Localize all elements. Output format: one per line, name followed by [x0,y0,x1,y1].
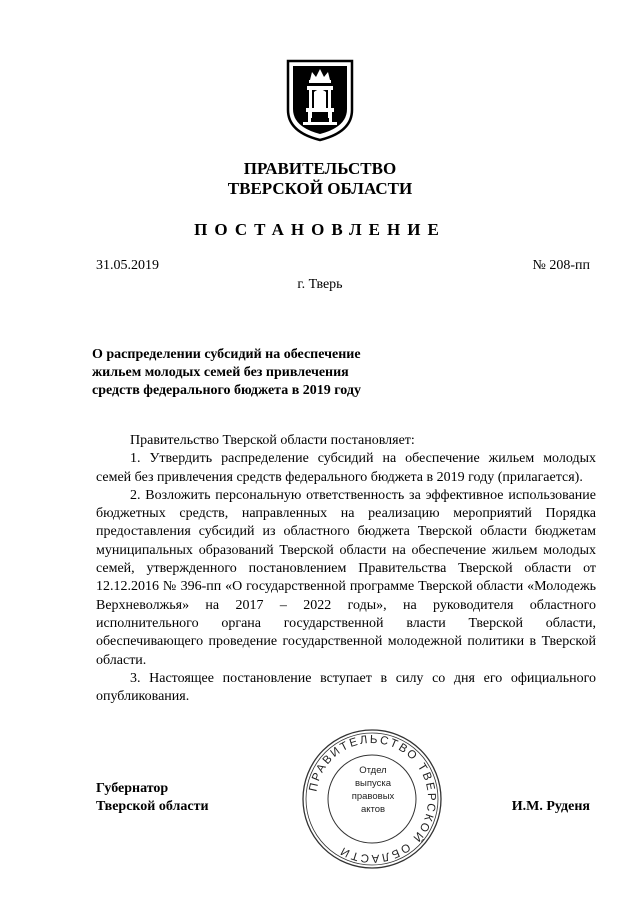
body-item-2: 2. Возложить персональную ответственность за эффективное использование бюджетных средств, направленных на реализацию мероприятий Порядка предоставления субсидий из областного бюджета Тверской области бюджетам муниципальных образований Тверской области на обеспечение жильем молодых семей, утвержденного постановлением Правительства Тверской области от 12.12.2016 № 396-пп «О государственной программе Тверской области «Молодежь Верхневолжья» на 2017 – 2022 годы», на руководителя областного исполнительного органа государственной власти Тверской области, обеспечивающего проведение государственной молодежной политики в Тверской области. [96,487,596,668]
body-intro: Правительство Тверской области постановляет: [130,433,415,448]
seal-center-text [336,764,410,816]
seal-center-line: Отдел [359,765,387,776]
signatory-title-line: Тверской области [96,799,209,814]
document-number: № 208-пп [532,258,590,273]
document-body [96,432,596,706]
signatory-title-line: Губернатор [96,781,169,796]
seal-center-line: выпуска [354,778,392,789]
document-subject [92,346,422,400]
subject-line: средств федерального бюджета в 2019 году [92,383,361,398]
seal-ring-text: ПРАВИТЕЛЬСТВО ТВЕРСКОЙ ОБЛАСТИ [307,733,438,865]
document-city: г. Тверь [297,277,343,292]
signatory-name: И.М. Руденя [511,799,590,814]
body-item-3: 3. Настоящее постановление вступает в силу со дня его официального опубликования. [96,670,596,705]
org-name-line1: ПРАВИТЕЛЬСТВО [243,159,397,178]
coat-of-arms-emblem [285,58,355,142]
seal-center-line: правовых [351,791,395,802]
document-type-title: ПОСТАНОВЛЕНИЕ [194,220,446,239]
subject-line: жильем молодых семей без привлечения [92,365,349,380]
document-date: 31.05.2019 [96,258,159,273]
org-name-line2: ТВЕРСКОЙ ОБЛАСТИ [227,179,413,198]
signatory-title [96,780,209,816]
body-item-1: 1. Утвердить распределение субсидий на обеспечение жильем молодых семей без привлечения средств федерального бюджета в 2019 году (прилагается). [96,451,596,485]
seal-center-line: актов [360,804,386,815]
subject-line: О распределении субсидий на обеспечение [92,347,361,362]
